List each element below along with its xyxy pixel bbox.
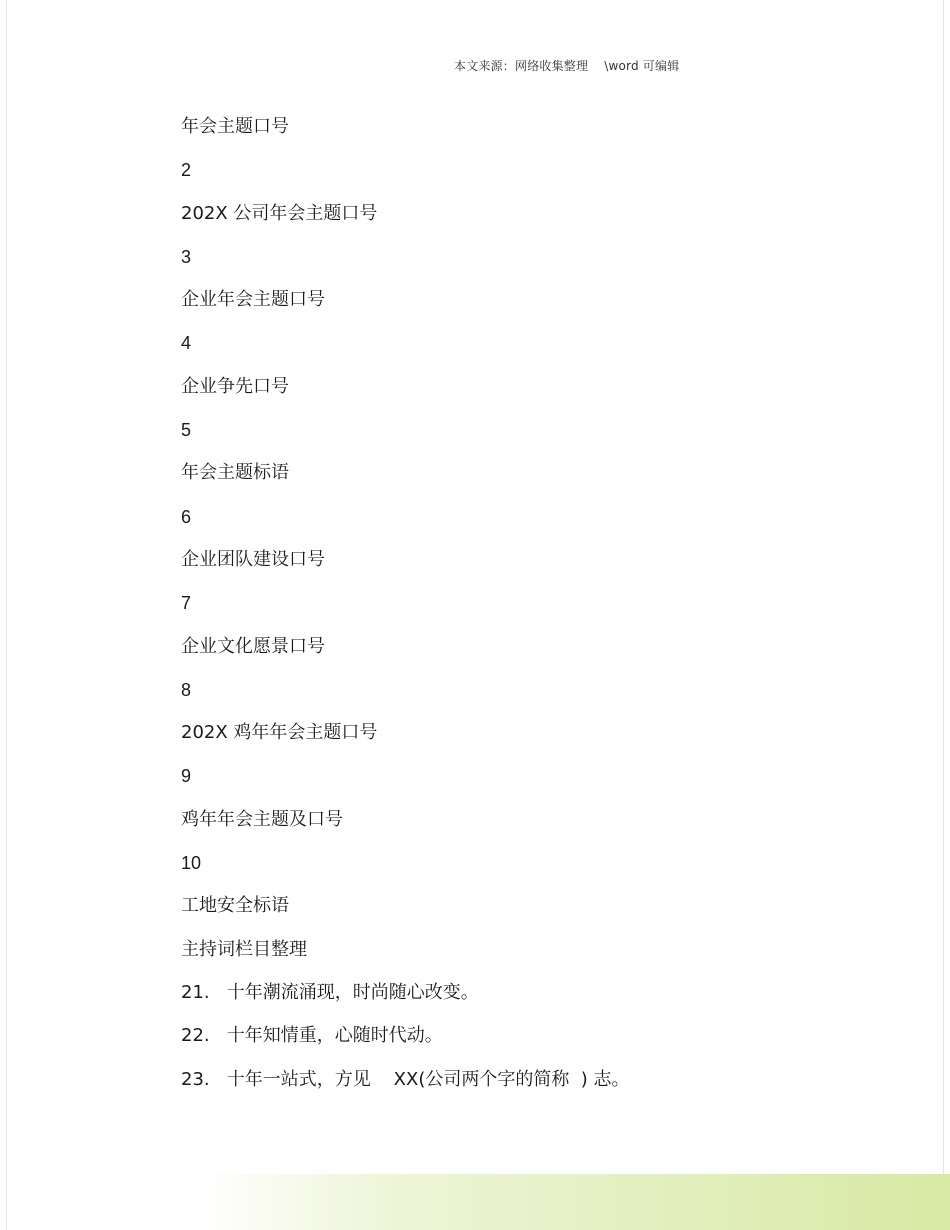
text-line: 年会主题口号 [181, 116, 289, 137]
text-line: 5 [181, 420, 192, 441]
text-line: 21. 十年潮流涌现，时尚随心改变。 [181, 981, 479, 1003]
text-line: 年会主题标语 [181, 462, 289, 484]
text-line: 企业争先口号 [181, 375, 289, 397]
text-line: 4 [181, 333, 192, 354]
text-line: 8 [181, 679, 192, 700]
text-line: 3 [181, 246, 192, 267]
text-line: 主持词栏目整理 [181, 938, 307, 960]
text-line: 企业团队建设口号 [181, 548, 325, 570]
text-line: 工地安全标语 [181, 895, 289, 917]
text-line: 22. 十年知情重，心随时代动。 [181, 1025, 443, 1047]
text-line: 企业文化愿景口号 [181, 635, 325, 657]
text-line: 10 [181, 853, 202, 874]
text-line: 9 [181, 766, 192, 787]
text-line: 7 [181, 593, 192, 614]
footer-decoration [200, 1174, 950, 1230]
header-source-note: 本文来源：网络收集整理 \word 可编辑 [454, 59, 680, 73]
text-line: 202X 公司年会主题口号 [181, 202, 378, 224]
text-line: 202X 鸡年年会主题口号 [181, 722, 378, 744]
text-line: 2 [181, 160, 192, 181]
text-line: 6 [181, 506, 192, 527]
text-line: 23. 十年一站式，方见 XX(公司两个字的简称 ) 志。 [181, 1068, 630, 1090]
text-line: 鸡年年会主题及口号 [181, 808, 343, 830]
document-body [181, 112, 881, 1108]
text-line: 企业年会主题口号 [181, 289, 325, 311]
